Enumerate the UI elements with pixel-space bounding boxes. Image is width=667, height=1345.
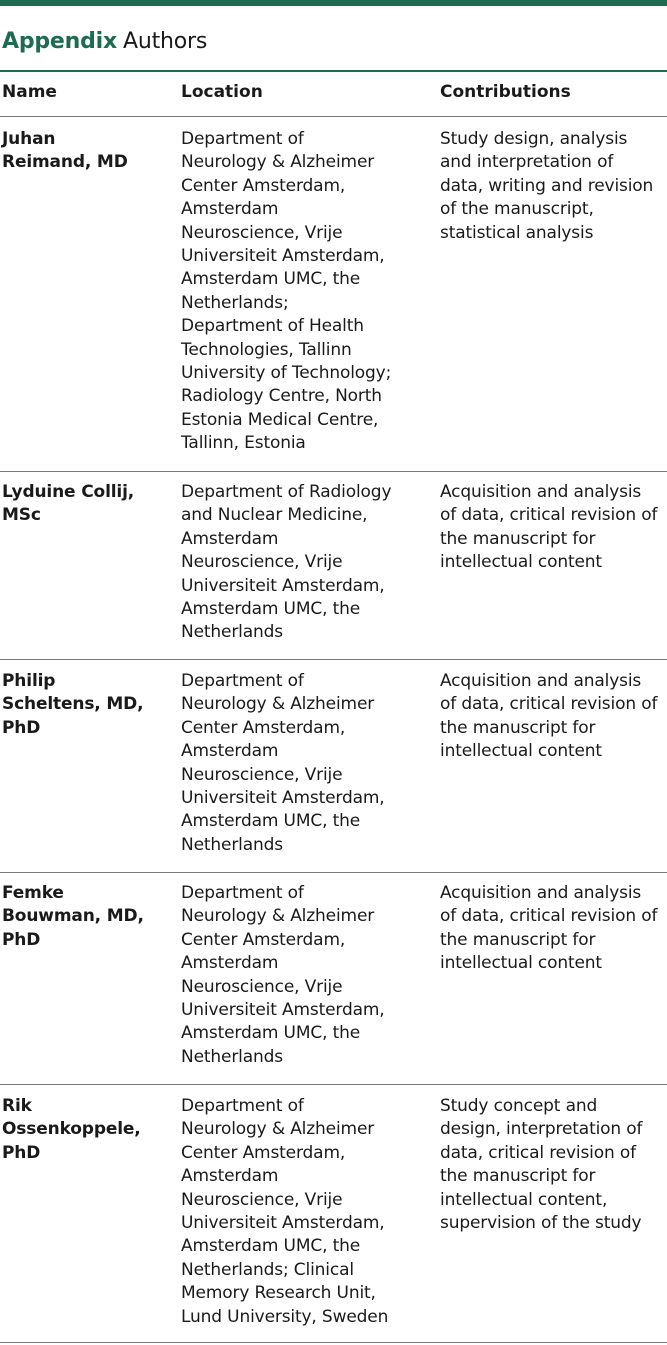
author-location: Department of Neurology & Alzheimer Center Amsterdam, Amsterdam Neuroscience, Vrije Universiteit Amsterdam, Amsterdam UMC, the Netherlands: [181, 883, 385, 1067]
row-divider: [0, 471, 667, 472]
author-contributions: Acquisition and analysis of data, critical revision of the manuscript for intellectual content: [440, 671, 658, 762]
row-divider: [0, 1084, 667, 1085]
title-suffix: Authors: [123, 29, 208, 54]
header-contributions: Contributions: [440, 82, 571, 102]
title-prefix: Appendix: [2, 29, 117, 54]
author-location: Department of Neurology & Alzheimer Center Amsterdam, Amsterdam Neuroscience, Vrije Universiteit Amsterdam, Amsterdam UMC, the Netherlands; Clinical Memory Research Unit, Lund University, Sweden: [181, 1096, 389, 1327]
author-contributions: Acquisition and analysis of data, critical revision of the manuscript for intellectual content: [440, 883, 658, 974]
author-location: Department of Neurology & Alzheimer Center Amsterdam, Amsterdam Neuroscience, Vrije Universiteit Amsterdam, Amsterdam UMC, the Netherlands; Department of Health Technologies, Tallinn University of Technology; Radiology Centre, North Estonia Medical Centre, Tallinn, Estonia: [181, 129, 392, 454]
title-divider: [0, 70, 667, 72]
author-name: Juhan Reimand, MD: [2, 129, 128, 173]
header-location: Location: [181, 82, 263, 102]
author-name: Philip Scheltens, MD, PhD: [2, 671, 144, 738]
author-location: Department of Neurology & Alzheimer Center Amsterdam, Amsterdam Neuroscience, Vrije Universiteit Amsterdam, Amsterdam UMC, the Netherlands: [181, 671, 385, 855]
author-location: Department of Radiology and Nuclear Medicine, Amsterdam Neuroscience, Vrije Universiteit Amsterdam, Amsterdam UMC, the Netherlands: [181, 482, 392, 643]
author-name: Rik Ossenkoppele, PhD: [2, 1096, 141, 1163]
header-name: Name: [2, 82, 57, 102]
author-name: Femke Bouwman, MD, PhD: [2, 883, 144, 950]
top-accent-bar: [0, 0, 667, 6]
author-contributions: Study design, analysis and interpretation of data, writing and revision of the manuscript, statistical analysis: [440, 129, 654, 243]
row-divider: [0, 659, 667, 660]
row-divider: [0, 872, 667, 873]
author-name: Lyduine Collij, MSc: [2, 482, 135, 526]
author-contributions: Acquisition and analysis of data, critical revision of the manuscript for intellectual content: [440, 482, 658, 573]
table-bottom-rule: [0, 1342, 667, 1343]
header-divider: [0, 116, 667, 117]
appendix-title: [2, 27, 207, 57]
author-contributions: Study concept and design, interpretation of data, critical revision of the manuscript for intellectual content, supervision of the study: [440, 1096, 643, 1234]
